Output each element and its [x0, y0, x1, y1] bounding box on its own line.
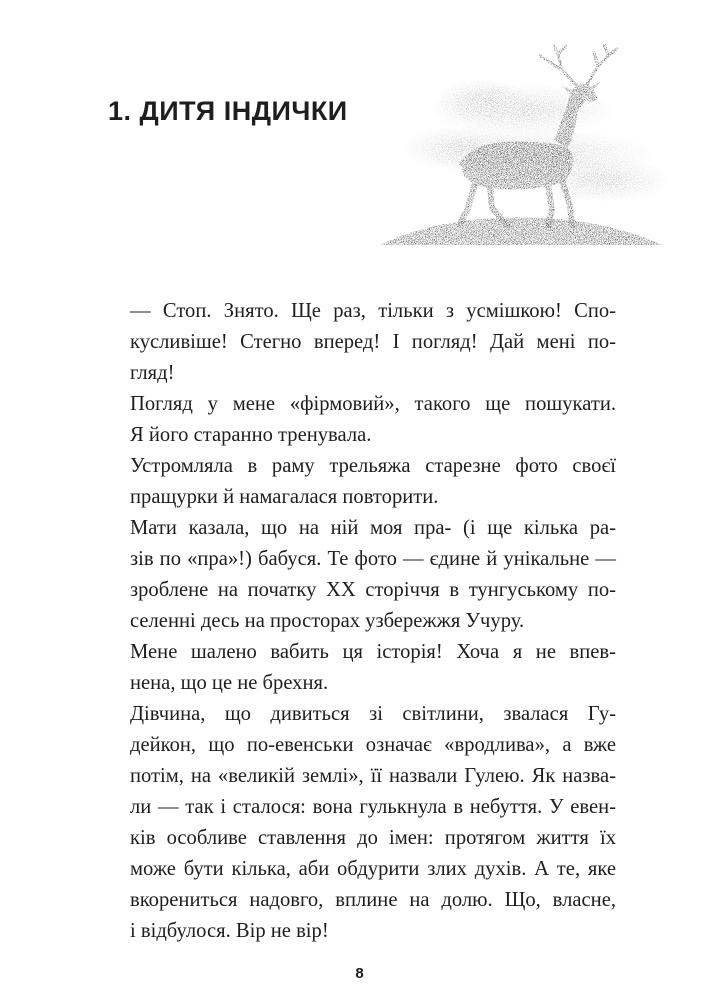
text-line: Мати казала, що на ній моя пра- (і ще кілька ра-	[130, 517, 616, 539]
body-text	[108, 296, 616, 947]
text-line: пращурки й намагалася повторити.	[130, 486, 439, 508]
text-line: гляд!	[130, 362, 175, 384]
page-number: 8	[355, 965, 364, 982]
paragraph	[108, 296, 616, 389]
text-line: Устромляла в раму трельяжа старезне фото своєї	[130, 455, 616, 477]
text-line: і відбулося. Вір не вір!	[130, 920, 329, 942]
text-line: дейкон, що по-евенськи означає «вродлива», а вже	[130, 734, 616, 756]
ground-mound	[380, 218, 662, 245]
paragraph	[108, 451, 616, 513]
text-line: Мене шалено вабить ця історія! Хоча я не впев-	[130, 641, 616, 663]
text-line: кусливіше! Стегно вперед! І погляд! Дай мені по-	[130, 331, 616, 353]
paragraph	[108, 513, 616, 637]
text-line: Я його старанно тренувала.	[130, 424, 372, 446]
text-line: ків особливе ставлення до імен: протягом життя їх	[130, 827, 616, 849]
paragraph	[108, 637, 616, 699]
text-line: потім, на «великій землі», її назвали Гулею. Як назва-	[130, 765, 616, 787]
paragraph	[108, 389, 616, 451]
text-line: ли — так і сталося: вона гулькнула в небуття. У евен-	[130, 796, 616, 818]
text-line: зів по «пра»!) бабуся. Те фото — єдине й унікальне —	[130, 548, 616, 570]
text-line: — Стоп. Знято. Ще раз, тільки з усмішкою! Спо-	[130, 300, 616, 322]
paragraph	[108, 699, 616, 947]
text-line: Дівчина, що дивиться зі світлини, звалася Гу-	[130, 703, 616, 725]
text-line: може бути кілька, аби обдурити злих духів. А те, яке	[130, 858, 616, 880]
text-line: Погляд у мене «фірмовий», такого ще пошукати.	[130, 393, 616, 415]
text-line: зроблене на початку XX сторіччя в тунгуському по-	[130, 579, 616, 601]
text-line: нена, що це не брехня.	[130, 672, 329, 694]
text-line: селенні десь на просторах узбережжя Учуру.	[130, 610, 525, 632]
chapter-title: 1. ДИТЯ ІНДИЧКИ	[108, 96, 348, 126]
text-line: вкорениться надовго, вплине на долю. Що, власне,	[130, 889, 616, 911]
deer-illustration	[372, 40, 668, 255]
